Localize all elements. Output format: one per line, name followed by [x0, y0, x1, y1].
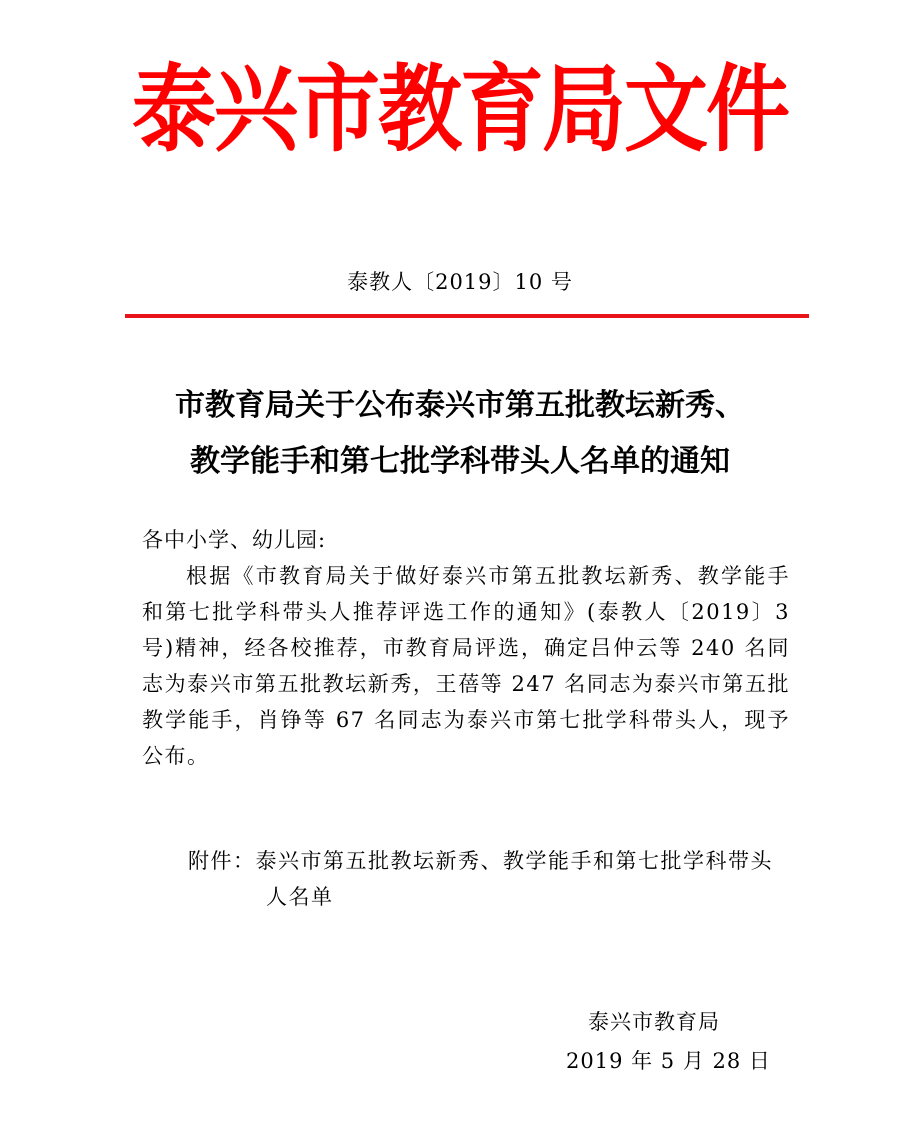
issuer-signature: 泰兴市教育局 [588, 1010, 720, 1034]
notice-body [142, 522, 790, 774]
salutation: 各中小学、幼儿园: [142, 528, 327, 552]
issue-date: 2019 年 5 月 28 日 [566, 1049, 771, 1073]
notice-title-line-2: 教学能手和第七批学科带头人名单的通知 [190, 444, 730, 479]
document-number: 泰教人〔2019〕10 号 [347, 270, 573, 294]
body-paragraph: 根据《市教育局关于做好泰兴市第五批教坛新秀、教学能手和第七批学科带头人推荐评选工作的通知》(泰教人〔2019〕3 号)精神，经各校推荐，市教育局评选，确定吕仲云等 240 名同志为泰兴市第五批教坛新秀，王蓓等 247 名同志为泰兴市第五批教学能手，肖铮等 67 名同志为泰兴市第七批学科带头人，现予公布。 [142, 564, 790, 768]
attachment-note: 附件：泰兴市第五批教坛新秀、教学能手和第七批学科带头人名单 [188, 849, 773, 909]
notice-title-line-1: 市教育局关于公布泰兴市第五批教坛新秀、 [175, 388, 745, 423]
letterhead-title: 泰兴市教育局文件 [131, 53, 788, 165]
red-divider-rule [125, 314, 809, 318]
notice-title [100, 378, 820, 490]
